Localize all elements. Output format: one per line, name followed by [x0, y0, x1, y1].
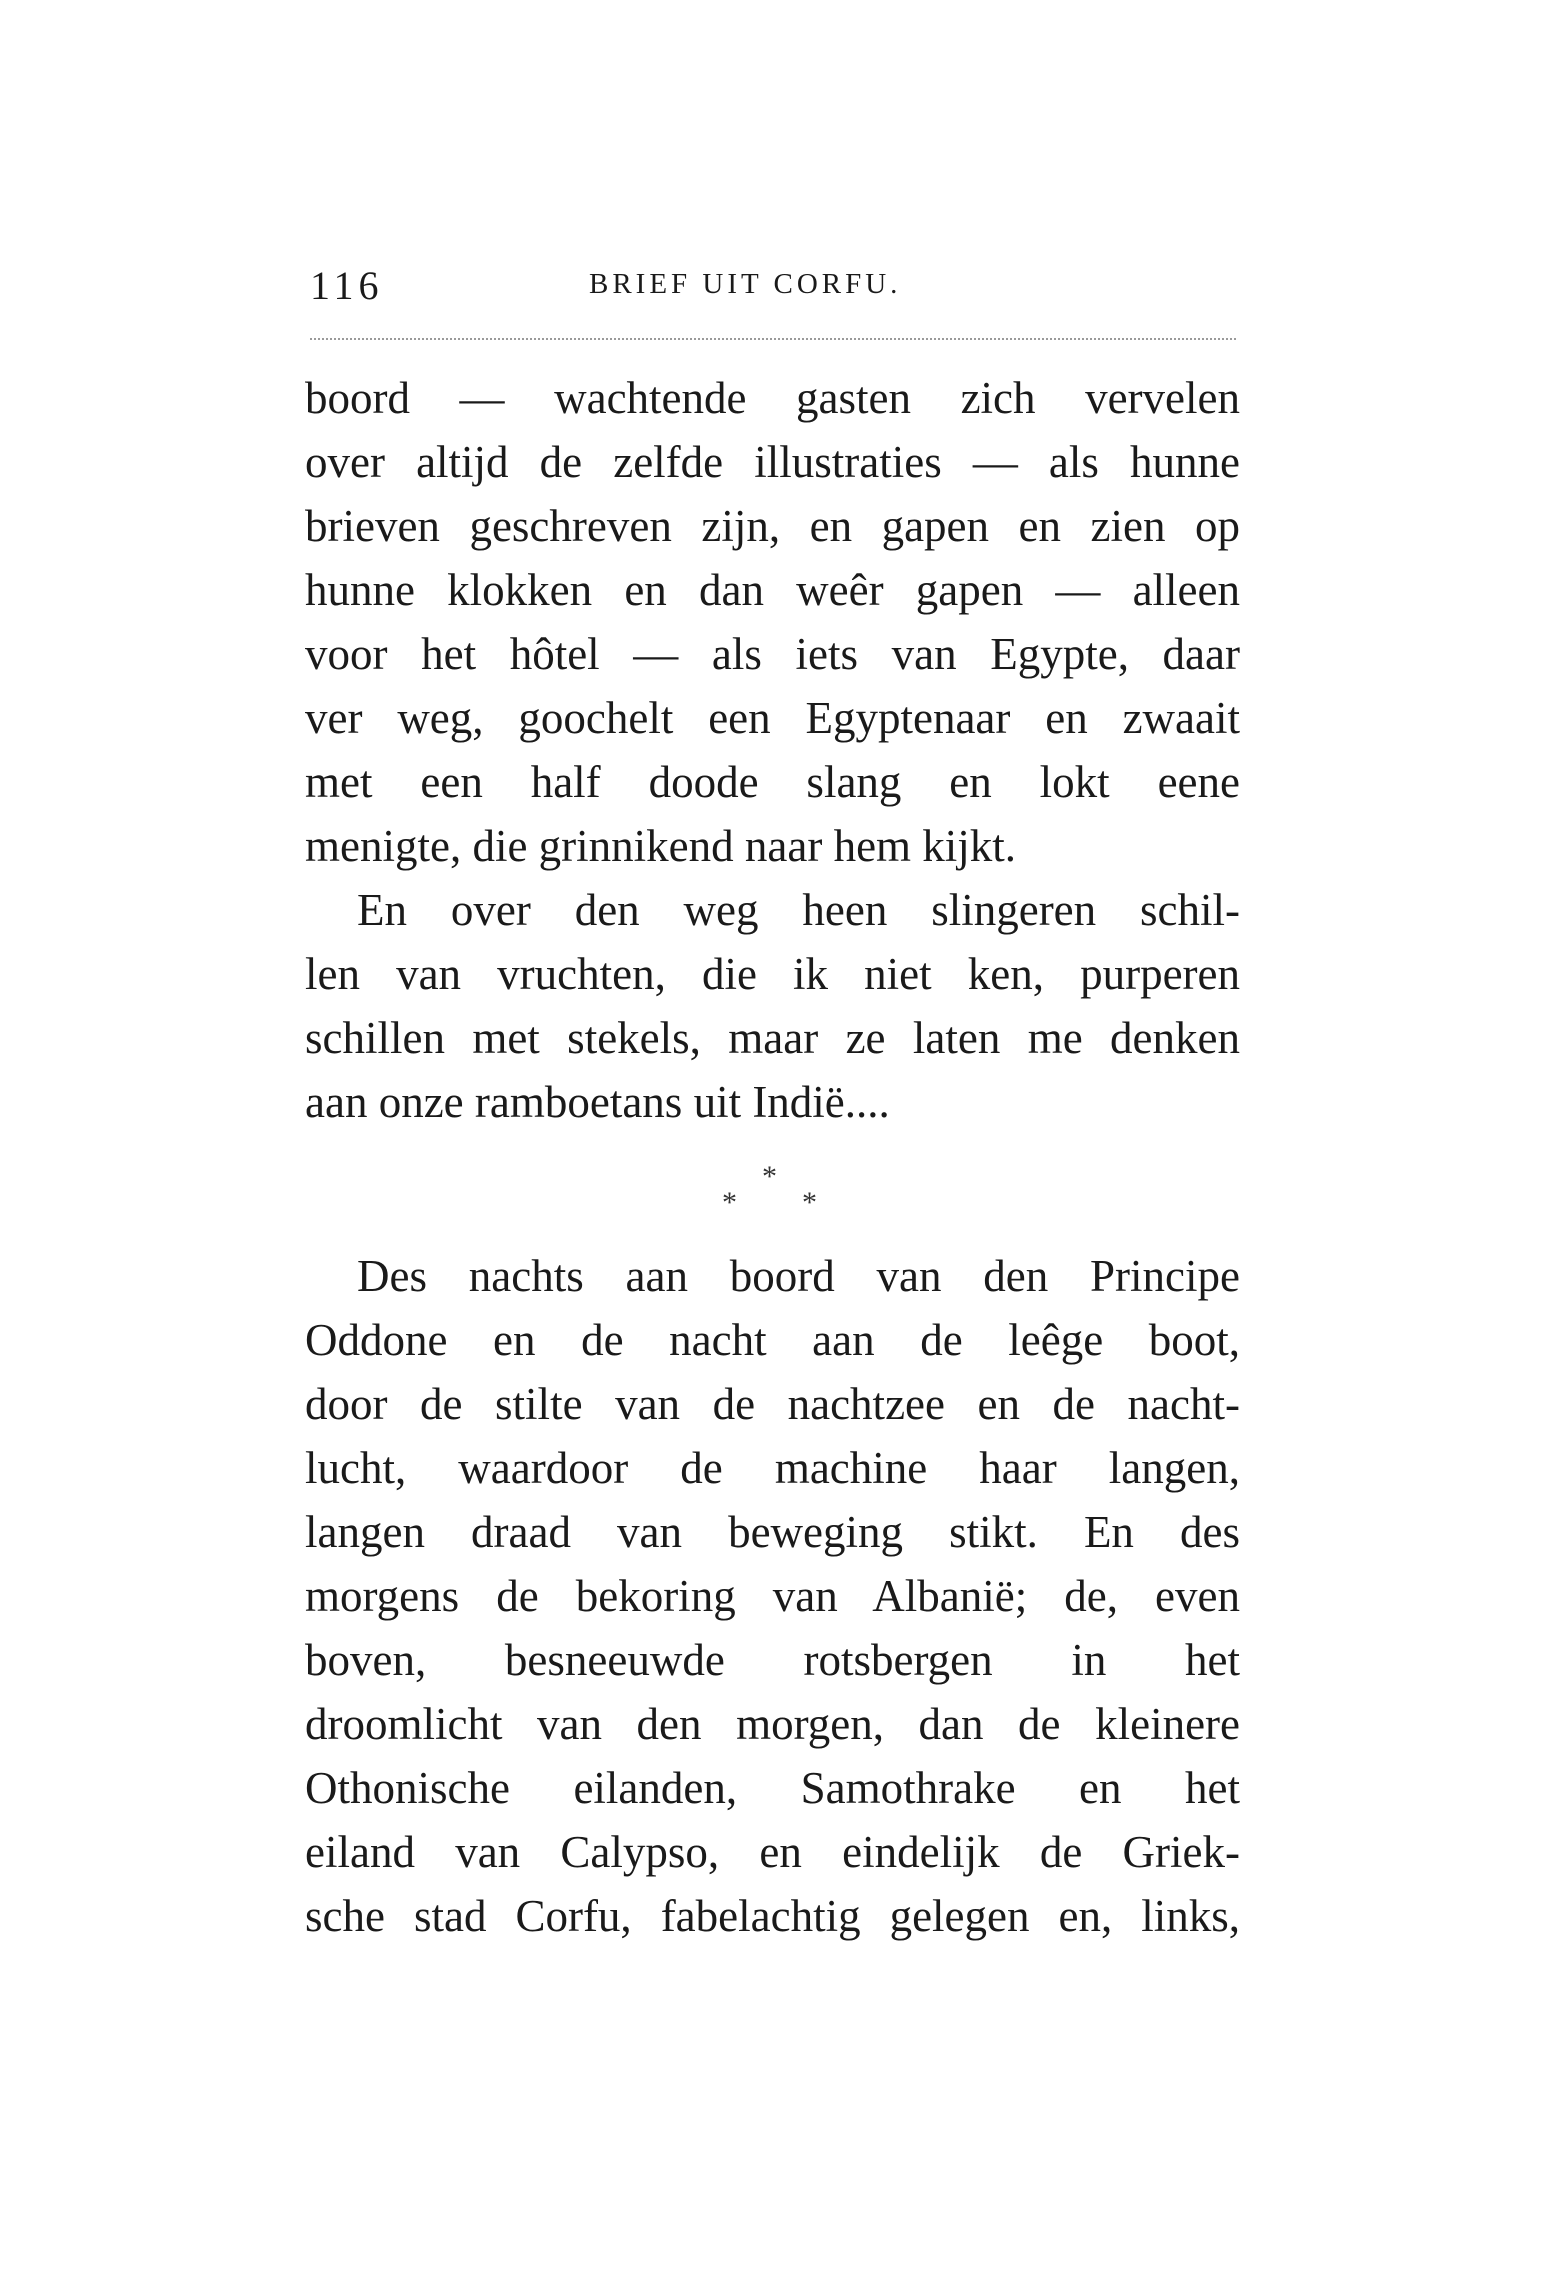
text-line: len van vruchten, die ik niet ken, purperen [305, 949, 1240, 999]
paragraph-night-voyage [305, 1244, 1240, 1948]
paragraph-fruit-peels [305, 878, 1240, 1134]
text-line: droomlicht van den morgen, dan de kleinere [305, 1699, 1240, 1749]
text-line: met een half doode slang en lokt eene [305, 757, 1240, 807]
asterism-star: * [762, 1160, 777, 1193]
text-line: morgens de bekoring van Albanië; de, even [305, 1571, 1240, 1621]
asterism-star: * [722, 1186, 737, 1219]
text-line: boord — wachtende gasten zich vervelen [305, 373, 1240, 423]
text-line: Oddone en de nacht aan de leêge boot, [305, 1315, 1240, 1365]
text-line: lucht, waardoor de machine haar langen, [305, 1443, 1240, 1493]
text-line: menigte, die grinnikend naar hem kijkt. [305, 821, 1017, 871]
running-title: BRIEF UIT CORFU. [589, 268, 902, 300]
text-line: aan onze ramboetans uit Indië.... [305, 1077, 890, 1127]
text-line: brieven geschreven zijn, en gapen en zien op [305, 501, 1240, 551]
text-line: voor het hôtel — als iets van Egypte, daar [305, 629, 1240, 679]
asterism-star: * [802, 1186, 817, 1219]
page-number: 116 [310, 263, 384, 308]
running-head [310, 262, 1236, 312]
header-rule [310, 338, 1236, 340]
text-line: eiland van Calypso, en eindelijk de Griek- [305, 1827, 1240, 1877]
text-line: ver weg, goochelt een Egyptenaar en zwaait [305, 693, 1240, 743]
text-line: schillen met stekels, maar ze laten me denken [305, 1013, 1240, 1063]
text-line: Des nachts aan boord van den Principe [357, 1251, 1240, 1301]
text-line: over altijd de zelfde illustraties — als hunne [305, 437, 1240, 487]
text-line: boven, besneeuwde rotsbergen in het [305, 1635, 1240, 1685]
paragraph-continued [305, 366, 1240, 878]
text-line: Othonische eilanden, Samothrake en het [305, 1763, 1240, 1813]
text-line: sche stad Corfu, fabelachtig gelegen en, links, [305, 1891, 1240, 1941]
text-line: langen draad van beweging stikt. En des [305, 1507, 1240, 1557]
text-line: En over den weg heen slingeren schil- [357, 885, 1240, 935]
section-asterism [722, 1160, 832, 1220]
text-line: door de stilte van de nachtzee en de nacht- [305, 1379, 1240, 1429]
text-line: hunne klokken en dan weêr gapen — alleen [305, 565, 1240, 615]
